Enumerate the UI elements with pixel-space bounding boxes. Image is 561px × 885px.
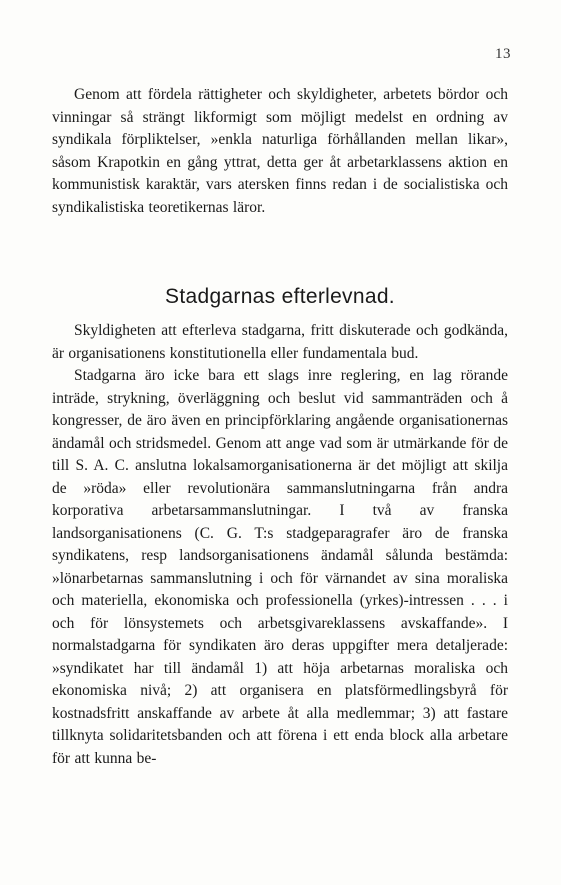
section-paragraph: Skyldigheten att efterleva stadgarna, fritt diskuterade och godkända, är organisationens konstitutionella eller fundamentala bud. bbox=[52, 322, 508, 362]
intro-paragraph: Genom att fördela rättigheter och skyldigheter, arbetets bördor och vinningar så strängt likformigt som möjligt medelst en ordning av syndikala förpliktelser, »enkla naturliga förhållanden mellan likar», såsom Krapotkin en gång yttrat, detta ger åt arbetarklassens aktion en kommunistisk karaktär, vars atersken finns redan i de socialistiska och syndikalistiska teoretikernas läror. bbox=[52, 86, 508, 216]
page-number: 13 bbox=[495, 46, 511, 62]
section-text-block bbox=[52, 320, 508, 770]
intro-text-block bbox=[52, 84, 508, 219]
section-heading: Stadgarnas efterlevnad. bbox=[165, 285, 395, 308]
section-paragraph: Stadgarna äro icke bara ett slags inre reglering, en lag rörande inträde, strykning, överläggning och beslut vid sammanträden och å kongresser, de äro även en principförklaring angående organisationernas ändamål och stridsmedel. Genom att ange vad som är utmärkande för de till S. A. C. anslutna lokalsamorganisationerna är det möjligt att skilja de »röda» eller revolutionära sammanslutningarna från andra korporativa arbetarsammanslutningar. I två av franska landsorganisationens (C. G. T:s stadgeparagrafer äro de franska syndikatens, resp landsorganisationens ändamål sålunda bestämda: »lönarbetarnas sammanslutning i och för värnandet av sina moraliska och materiella, ekonomiska och professionella (yrkes)-intressen . . . i och för lönsystemets och arbetsgivareklassens avskaffande». I normalstadgarna för syndikaten äro deras uppgifter mera detaljerade: »syndikatet har till ändamål 1) att höja arbetarnas moraliska och ekonomiska nivå; 2) att organisera en platsförmedlingsbyrå för kostnadsfritt anskaffande av arbete åt alla medlemmar; 3) att fastare tillknyta solidaritetsbanden och att förena i ett enda block alla arbetare för att kunna be- bbox=[52, 367, 508, 767]
